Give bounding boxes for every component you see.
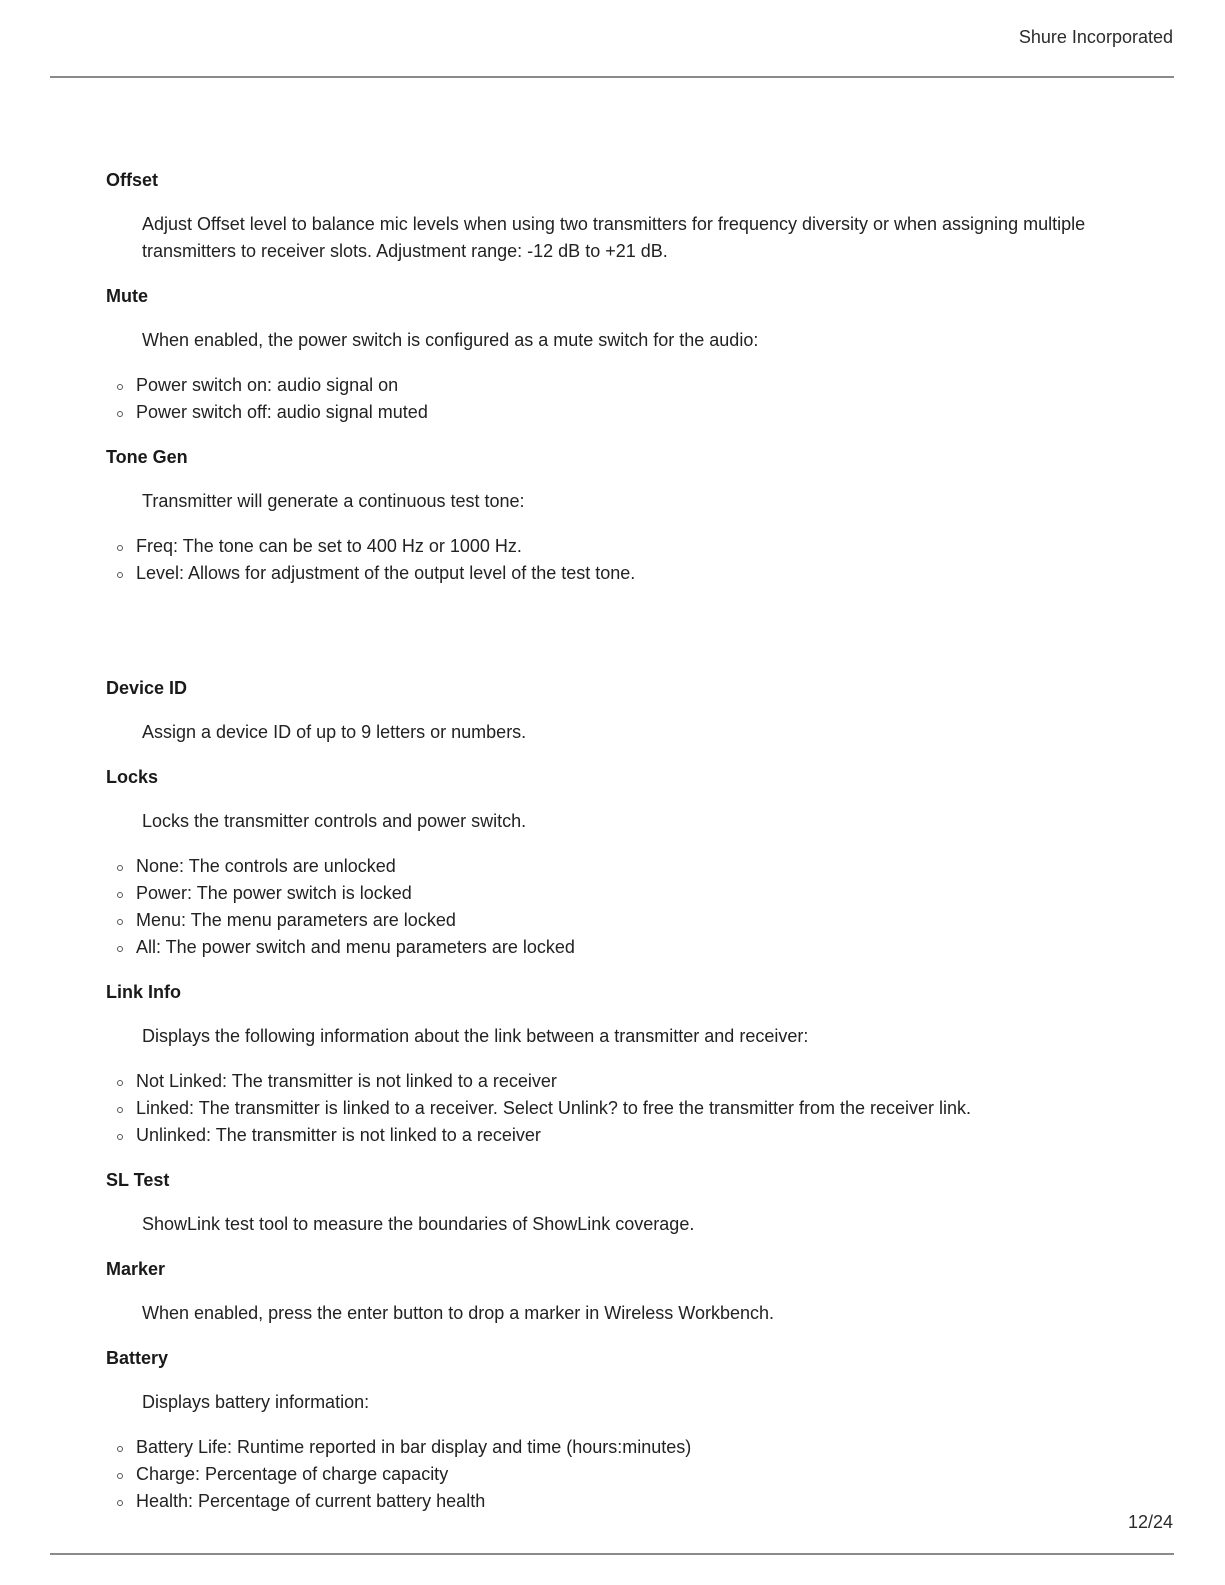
list-item: Battery Life: Runtime reported in bar display and time (hours:minutes) [106, 1434, 1176, 1461]
list-item: Charge: Percentage of charge capacity [106, 1461, 1176, 1488]
list-item: Power: The power switch is locked [106, 880, 1176, 907]
page-number: 12/24 [1127, 1512, 1173, 1532]
settings-group-a [106, 167, 1176, 587]
list-item: Not Linked: The transmitter is not linked to a receiver [106, 1068, 1176, 1095]
section-tone-gen [106, 444, 1176, 587]
section-description: Displays battery information: [142, 1392, 370, 1412]
section-offset [106, 167, 1176, 265]
bullet-list [106, 533, 1176, 587]
section-description: Assign a device ID of up to 9 letters or numbers. [142, 722, 527, 742]
section-heading: Link Info [106, 982, 181, 1002]
section-heading: Device ID [106, 678, 188, 698]
list-item: Power switch on: audio signal on [106, 372, 1176, 399]
bullet-list [106, 1068, 1176, 1149]
document-body [106, 167, 1176, 1533]
section-heading: Offset [106, 170, 159, 190]
section-heading: Battery [106, 1348, 169, 1368]
settings-group-b [106, 675, 1176, 1515]
section-description: Displays the following information about the link between a transmitter and receiver: [142, 1026, 809, 1046]
header-company-name: Shure Incorporated [1018, 27, 1173, 47]
section-description: Transmitter will generate a continuous test tone: [142, 491, 525, 511]
section-device-id [106, 675, 1176, 746]
list-item: Power switch off: audio signal muted [106, 399, 1176, 426]
header-divider [50, 76, 1174, 78]
footer-divider [50, 1553, 1174, 1555]
section-description: Locks the transmitter controls and power switch. [142, 811, 527, 831]
list-item: Linked: The transmitter is linked to a receiver. Select Unlink? to free the transmitter from the receiver link. [106, 1095, 1176, 1122]
section-mute [106, 283, 1176, 426]
section-description: When enabled, the power switch is configured as a mute switch for the audio: [142, 330, 759, 350]
list-item: Freq: The tone can be set to 400 Hz or 1000 Hz. [106, 533, 1176, 560]
bullet-list [106, 372, 1176, 426]
list-item: None: The controls are unlocked [106, 853, 1176, 880]
list-item: Menu: The menu parameters are locked [106, 907, 1176, 934]
list-item: Unlinked: The transmitter is not linked to a receiver [106, 1122, 1176, 1149]
list-item: Level: Allows for adjustment of the output level of the test tone. [106, 560, 1176, 587]
section-description: ShowLink test tool to measure the boundaries of ShowLink coverage. [142, 1214, 695, 1234]
list-item: All: The power switch and menu parameters are locked [106, 934, 1176, 961]
section-battery [106, 1345, 1176, 1515]
section-heading: Tone Gen [106, 447, 188, 467]
list-item: Health: Percentage of current battery health [106, 1488, 1176, 1515]
section-gap [106, 605, 1176, 675]
section-marker [106, 1256, 1176, 1327]
section-locks [106, 764, 1176, 961]
bullet-list [106, 853, 1176, 961]
section-sl-test [106, 1167, 1176, 1238]
section-link-info [106, 979, 1176, 1149]
section-heading: Marker [106, 1259, 166, 1279]
bullet-list [106, 1434, 1176, 1515]
section-heading: Mute [106, 286, 148, 306]
section-heading: SL Test [106, 1170, 170, 1190]
section-description: Adjust Offset level to balance mic levels when using two transmitters for frequency diversity or when assigning multiple transmitters to receiver slots. Adjustment range: -12 dB to +21 dB. [142, 214, 1086, 261]
section-description: When enabled, press the enter button to drop a marker in Wireless Workbench. [142, 1303, 774, 1323]
section-heading: Locks [106, 767, 159, 787]
